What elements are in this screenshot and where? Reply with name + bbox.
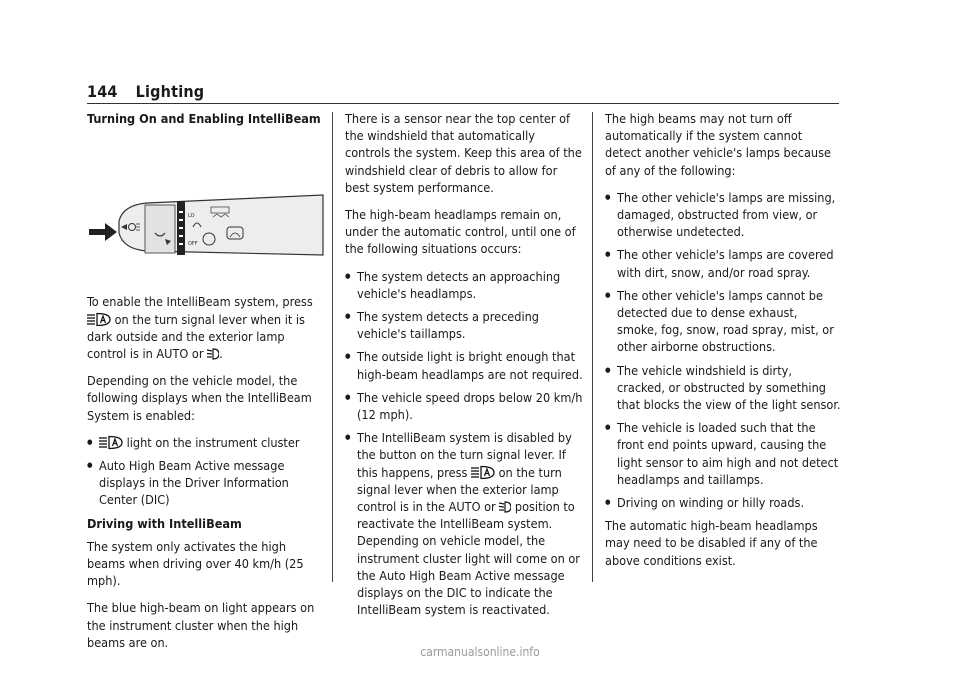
- column-2: [345, 110, 583, 624]
- paragraph-enable: To enable the IntelliBeam system, press on the turn signal lever when it is dark outside and the exterior lamp control is in AUTO or .: [87, 294, 313, 362]
- column-1: [87, 110, 325, 661]
- heading-turning-on: Turning On and Enabling IntelliBeam: [87, 111, 321, 126]
- page-number: 144: [87, 82, 118, 101]
- list-item: ● The IntelliBeam system is disabled by the button on the turn signal lever. If this happens, press on the turn signal lever when the exterior lamp control is in the AUTO or position to reactivate the IntelliBeam system. Depending on vehicle model, the instrument cluster light will come on or the Auto High Beam Active message displays on the DIC to indicate the IntelliBeam system is reactivated.: [345, 429, 583, 618]
- auto-high-beam-icon: [99, 435, 123, 450]
- turn-signal-lever-illustration: [87, 133, 327, 283]
- column-divider: [332, 112, 333, 582]
- list-item: ● The system detects a preceding vehicle's taillamps.: [345, 308, 583, 342]
- lever-label-lo: LO: [188, 213, 195, 220]
- list-item: ● The other vehicle's lamps are missing, damaged, obstructed from view, or otherwise undetected.: [605, 189, 841, 241]
- header-rule: [87, 103, 839, 104]
- paragraph-may-not-turn-off: The high beams may not turn off automatically if the system cannot detect another vehicle's lamps because of any of the following:: [605, 111, 831, 178]
- column-divider: [592, 112, 593, 582]
- list-item: ● The vehicle is loaded such that the front end points upward, causing the light sensor to aim high and not detect headlamps and taillamps.: [605, 419, 841, 488]
- condition-list: [605, 189, 841, 511]
- heading-driving: Driving with IntelliBeam: [87, 515, 242, 531]
- list-item: ● The system detects an approaching vehicle's headlamps.: [345, 268, 583, 302]
- list-item: ● The vehicle windshield is dirty, cracked, or obstructed by something that blocks the view of the light sensor.: [605, 362, 841, 414]
- list-item: ● The vehicle speed drops below 20 km/h (12 mph).: [345, 389, 583, 423]
- paragraph-displays: Depending on the vehicle model, the following displays when the IntelliBeam System is enabled:: [87, 373, 312, 423]
- enabled-display-list: [87, 434, 325, 509]
- column-3: [605, 110, 841, 579]
- auto-high-beam-icon: [471, 465, 495, 480]
- list-item: ● The other vehicle's lamps cannot be detected due to dense exhaust, smoke, fog, snow, road spray, mist, or other airborne obstructions.: [605, 287, 841, 356]
- paragraph-remain-on: The high-beam headlamps remain on, under the automatic control, until one of the following situations occurs:: [345, 207, 576, 257]
- list-item: ● Auto High Beam Active message displays in the Driver Information Center (DIC): [87, 457, 325, 509]
- paragraph-sensor: There is a sensor near the top center of the windshield that automatically controls the system. Keep this area of the windshield clear of debris to allow for best system performance.: [345, 111, 582, 195]
- list-item: ● The other vehicle's lamps are covered with dirt, snow, and/or road spray.: [605, 246, 841, 280]
- list-item: ● The outside light is bright enough that high-beam headlamps are not required.: [345, 348, 583, 382]
- paragraph-activation-speed: The system only activates the high beams when driving over 40 km/h (25 mph).: [87, 538, 304, 589]
- headlamp-on-icon: [499, 500, 511, 514]
- list-item: ● Driving on winding or hilly roads.: [605, 494, 841, 511]
- lever-label-off: OFF: [188, 241, 198, 248]
- headlamp-on-icon: [207, 347, 219, 361]
- paragraph-blue-light: The blue high-beam on light appears on the instrument cluster when the high beams are on.: [87, 600, 315, 650]
- auto-high-beam-icon: [87, 312, 111, 327]
- list-item: ● light on the instrument cluster: [87, 434, 325, 451]
- page-header: [87, 82, 204, 101]
- watermark-footer: carmanualsonline.info: [420, 645, 540, 659]
- paragraph-disable-advice: The automatic high-beam headlamps may need to be disabled if any of the above conditions exist.: [605, 518, 818, 568]
- situation-list: [345, 268, 583, 619]
- section-title: Lighting: [135, 82, 205, 101]
